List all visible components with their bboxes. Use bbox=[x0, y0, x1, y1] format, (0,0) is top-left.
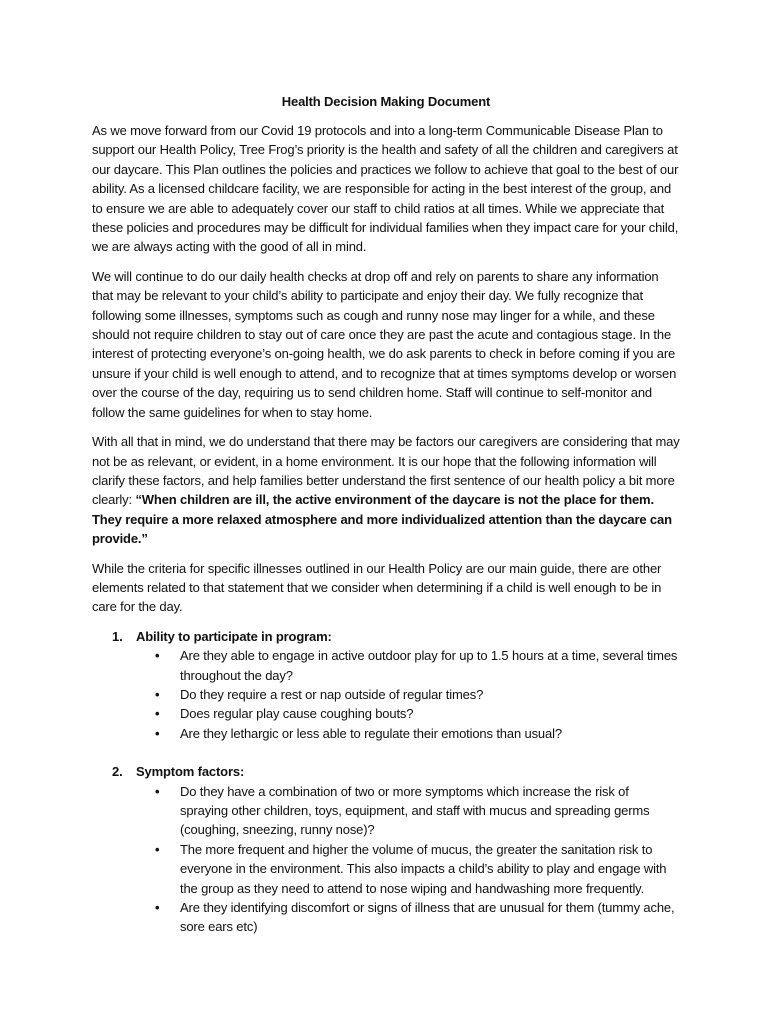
list-item bbox=[92, 840, 680, 898]
list-item bbox=[92, 782, 680, 840]
paragraph-criteria: While the criteria for specific illnesses outlined in our Health Policy are our main guide, there are other elements related to that statement that we consider when determining if a child is well enough to be in care for the day. bbox=[92, 560, 662, 615]
document-body bbox=[92, 92, 680, 947]
bullet-list bbox=[92, 782, 680, 937]
section-heading-text: Ability to participate in program: bbox=[136, 628, 332, 644]
bullet-icon: • bbox=[155, 900, 160, 916]
list-item-text: Do they have a combination of two or more symptoms which increase the risk of spraying other children, toys, equipment, and staff with mucus and spreading germs (coughing, sneezing, runny nose)? bbox=[180, 783, 650, 838]
section-heading bbox=[92, 762, 680, 781]
bullet-icon: • bbox=[155, 686, 160, 702]
paragraph-health-checks: We will continue to do our daily health checks at drop off and rely on parents to share any information that may be relevant to your child’s ability to participate and enjoy their day. We fully recognize that following some illnesses, symptoms such as cough and runny nose may linger for a while, and these should not require children to stay out of care once they are past the acute and contagious stage. In the interest of protecting everyone’s on-going health, we do ask parents to check in before coming if you are unsure if your child is well enough to attend, and to recognize that at times symptoms develop or worsen over the course of the day, requiring us to send children home. Staff will continue to self-monitor and follow the same guidelines for when to stay home. bbox=[92, 268, 677, 420]
section-heading-text: Symptom factors: bbox=[136, 764, 245, 780]
paragraph-factors-text: With all that in mind, we do understand that there may be factors our caregivers are considering that may not be as relevant, or evident, in a home environment. It is our hope that the following information will clarify these factors, and help families better understand the first sentence of our health policy a bit more clearly: bbox=[92, 434, 680, 508]
list-item-text: Are they lethargic or less able to regulate their emotions than usual? bbox=[180, 725, 562, 741]
paragraph-intro: As we move forward from our Covid 19 protocols and into a long-term Communicable Disease Plan to support our Health Policy, Tree Frog’s priority is the health and safety of all the children and caregivers at our daycare. This Plan outlines the policies and practices we follow to achieve that goal to the best of our ability. As a licensed childcare facility, we are responsible for acting in the best interest of the group, and to ensure we are able to adequately cover our staff to child ratios at all times. While we appreciate that these policies and procedures may be difficult for individual families when they impact care for your child, we are always acting with the good of all in mind. bbox=[92, 123, 679, 255]
bullet-icon: • bbox=[155, 648, 160, 664]
list-item bbox=[92, 685, 680, 704]
section-ability bbox=[92, 627, 680, 743]
section-spacer bbox=[92, 753, 680, 762]
list-item-text: Are they identifying discomfort or signs of illness that are unusual for them (tummy ache, sore ears etc) bbox=[180, 900, 675, 935]
bullet-icon: • bbox=[155, 706, 160, 722]
list-item bbox=[92, 724, 680, 743]
bullet-icon: • bbox=[155, 841, 160, 857]
list-item bbox=[92, 898, 680, 937]
list-item bbox=[92, 646, 680, 685]
section-heading bbox=[92, 627, 680, 646]
section-symptoms bbox=[92, 762, 680, 937]
paragraph-factors bbox=[92, 432, 680, 548]
list-item-text: Are they able to engage in active outdoor play for up to 1.5 hours at a time, several times throughout the day? bbox=[180, 648, 678, 683]
bullet-list bbox=[92, 646, 680, 743]
document-title: Health Decision Making Document bbox=[281, 94, 491, 109]
section-number: 1. bbox=[112, 628, 123, 644]
list-item-text: Does regular play cause coughing bouts? bbox=[180, 706, 414, 722]
list-item-text: The more frequent and higher the volume of mucus, the greater the sanitation risk to everyone in the environment. This also impacts a child’s ability to play and engage with the group as they need to attend to nose wiping and handwashing more frequently. bbox=[180, 841, 667, 896]
health-policy-quote: “When children are ill, the active environment of the daycare is not the place for them. They require a more relaxed atmosphere and more individualized attention than the daycare can provide.” bbox=[92, 492, 672, 547]
bullet-icon: • bbox=[155, 783, 160, 799]
list-item bbox=[92, 704, 680, 723]
bullet-icon: • bbox=[155, 725, 160, 741]
section-number: 2. bbox=[112, 764, 123, 780]
list-item-text: Do they require a rest or nap outside of regular times? bbox=[180, 686, 484, 702]
